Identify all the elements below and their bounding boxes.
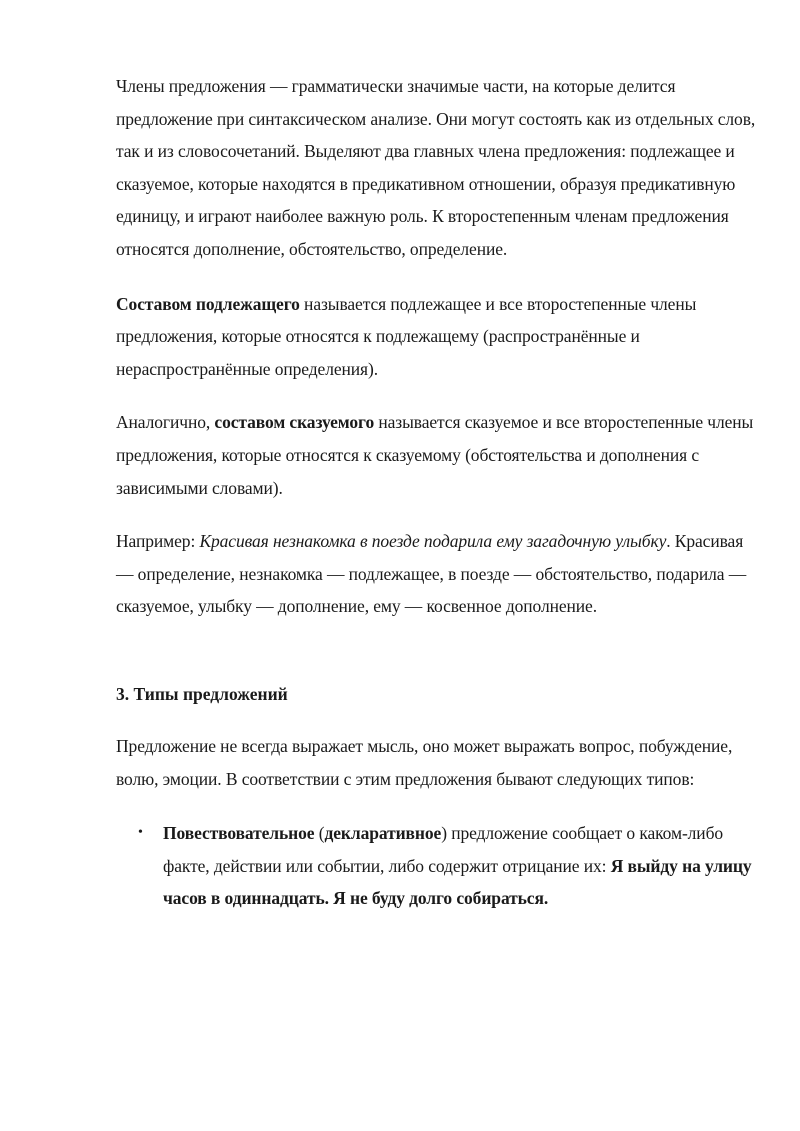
section-heading: 3. Типы предложений [116,683,288,704]
paragraph-text: Предложение не всегда выражает мысль, оно может выражать вопрос, побуждение, волю, эмоции. В соответствии с этим предложения бывают следующих типов: [116,735,733,789]
bold-term: Составом подлежащего [116,293,300,314]
paragraph-lead: Аналогично, [116,412,215,433]
paren-open: ( [314,823,325,844]
paragraph-text: . Красивая — определение, незнакомка — подлежащее, в поезде — обстоятельство, подарила — сказуемое, улыбку — дополнение, ему — косвенное дополнение. [116,531,747,617]
paragraph-text: Члены предложения — грамматически значимые части, на которые делится предложение при синтаксическом анализе. Они могут состоять как из отдельных слов, так и из словосочетаний. Выделяют два главных члена предложения: подлежащее и сказуемое, которые находятся в предикативном отношении, образуя предикативную единицу, и играют наиболее важную роль. К второстепенным членам предложения относятся дополнение, обстоятельство, определение. [116,76,756,259]
bold-alt-term: декларативное [324,823,442,844]
document-page [116,70,756,915]
list-item-text: ) предложение сообщает о каком-либо факте, действии или событии, либо содержит отрицание их: [163,823,724,876]
paragraph-lead: Например: [116,531,200,552]
list-item [116,817,756,915]
italic-example: Красивая незнакомка в поезде подарила ему загадочную улыбку [199,531,667,552]
paragraph-text: называется сказуемое и все второстепенные члены предложения, которые относятся к сказуемому (обстоятельства и дополнения с зависимыми словами). [116,412,754,498]
paragraph-sentence-members [116,70,756,266]
paragraph-sentence-types [116,730,756,795]
paragraph-subject-composition [116,288,756,386]
sentence-types-list [116,817,756,915]
bold-example: Я выйду на улицу часов в одиннадцать. Я не буду долго собираться. [163,855,752,909]
paragraph-example [116,525,756,623]
paragraph-text: называется подлежащее и все второстепенные члены предложения, которые относятся к подлежащему (распространённые и нераспространённые определения). [116,293,697,379]
bold-term: составом сказуемого [214,412,375,433]
bullet-icon: • [138,825,143,841]
bold-term: Повествовательное [163,823,315,844]
paragraph-predicate-composition [116,406,756,504]
